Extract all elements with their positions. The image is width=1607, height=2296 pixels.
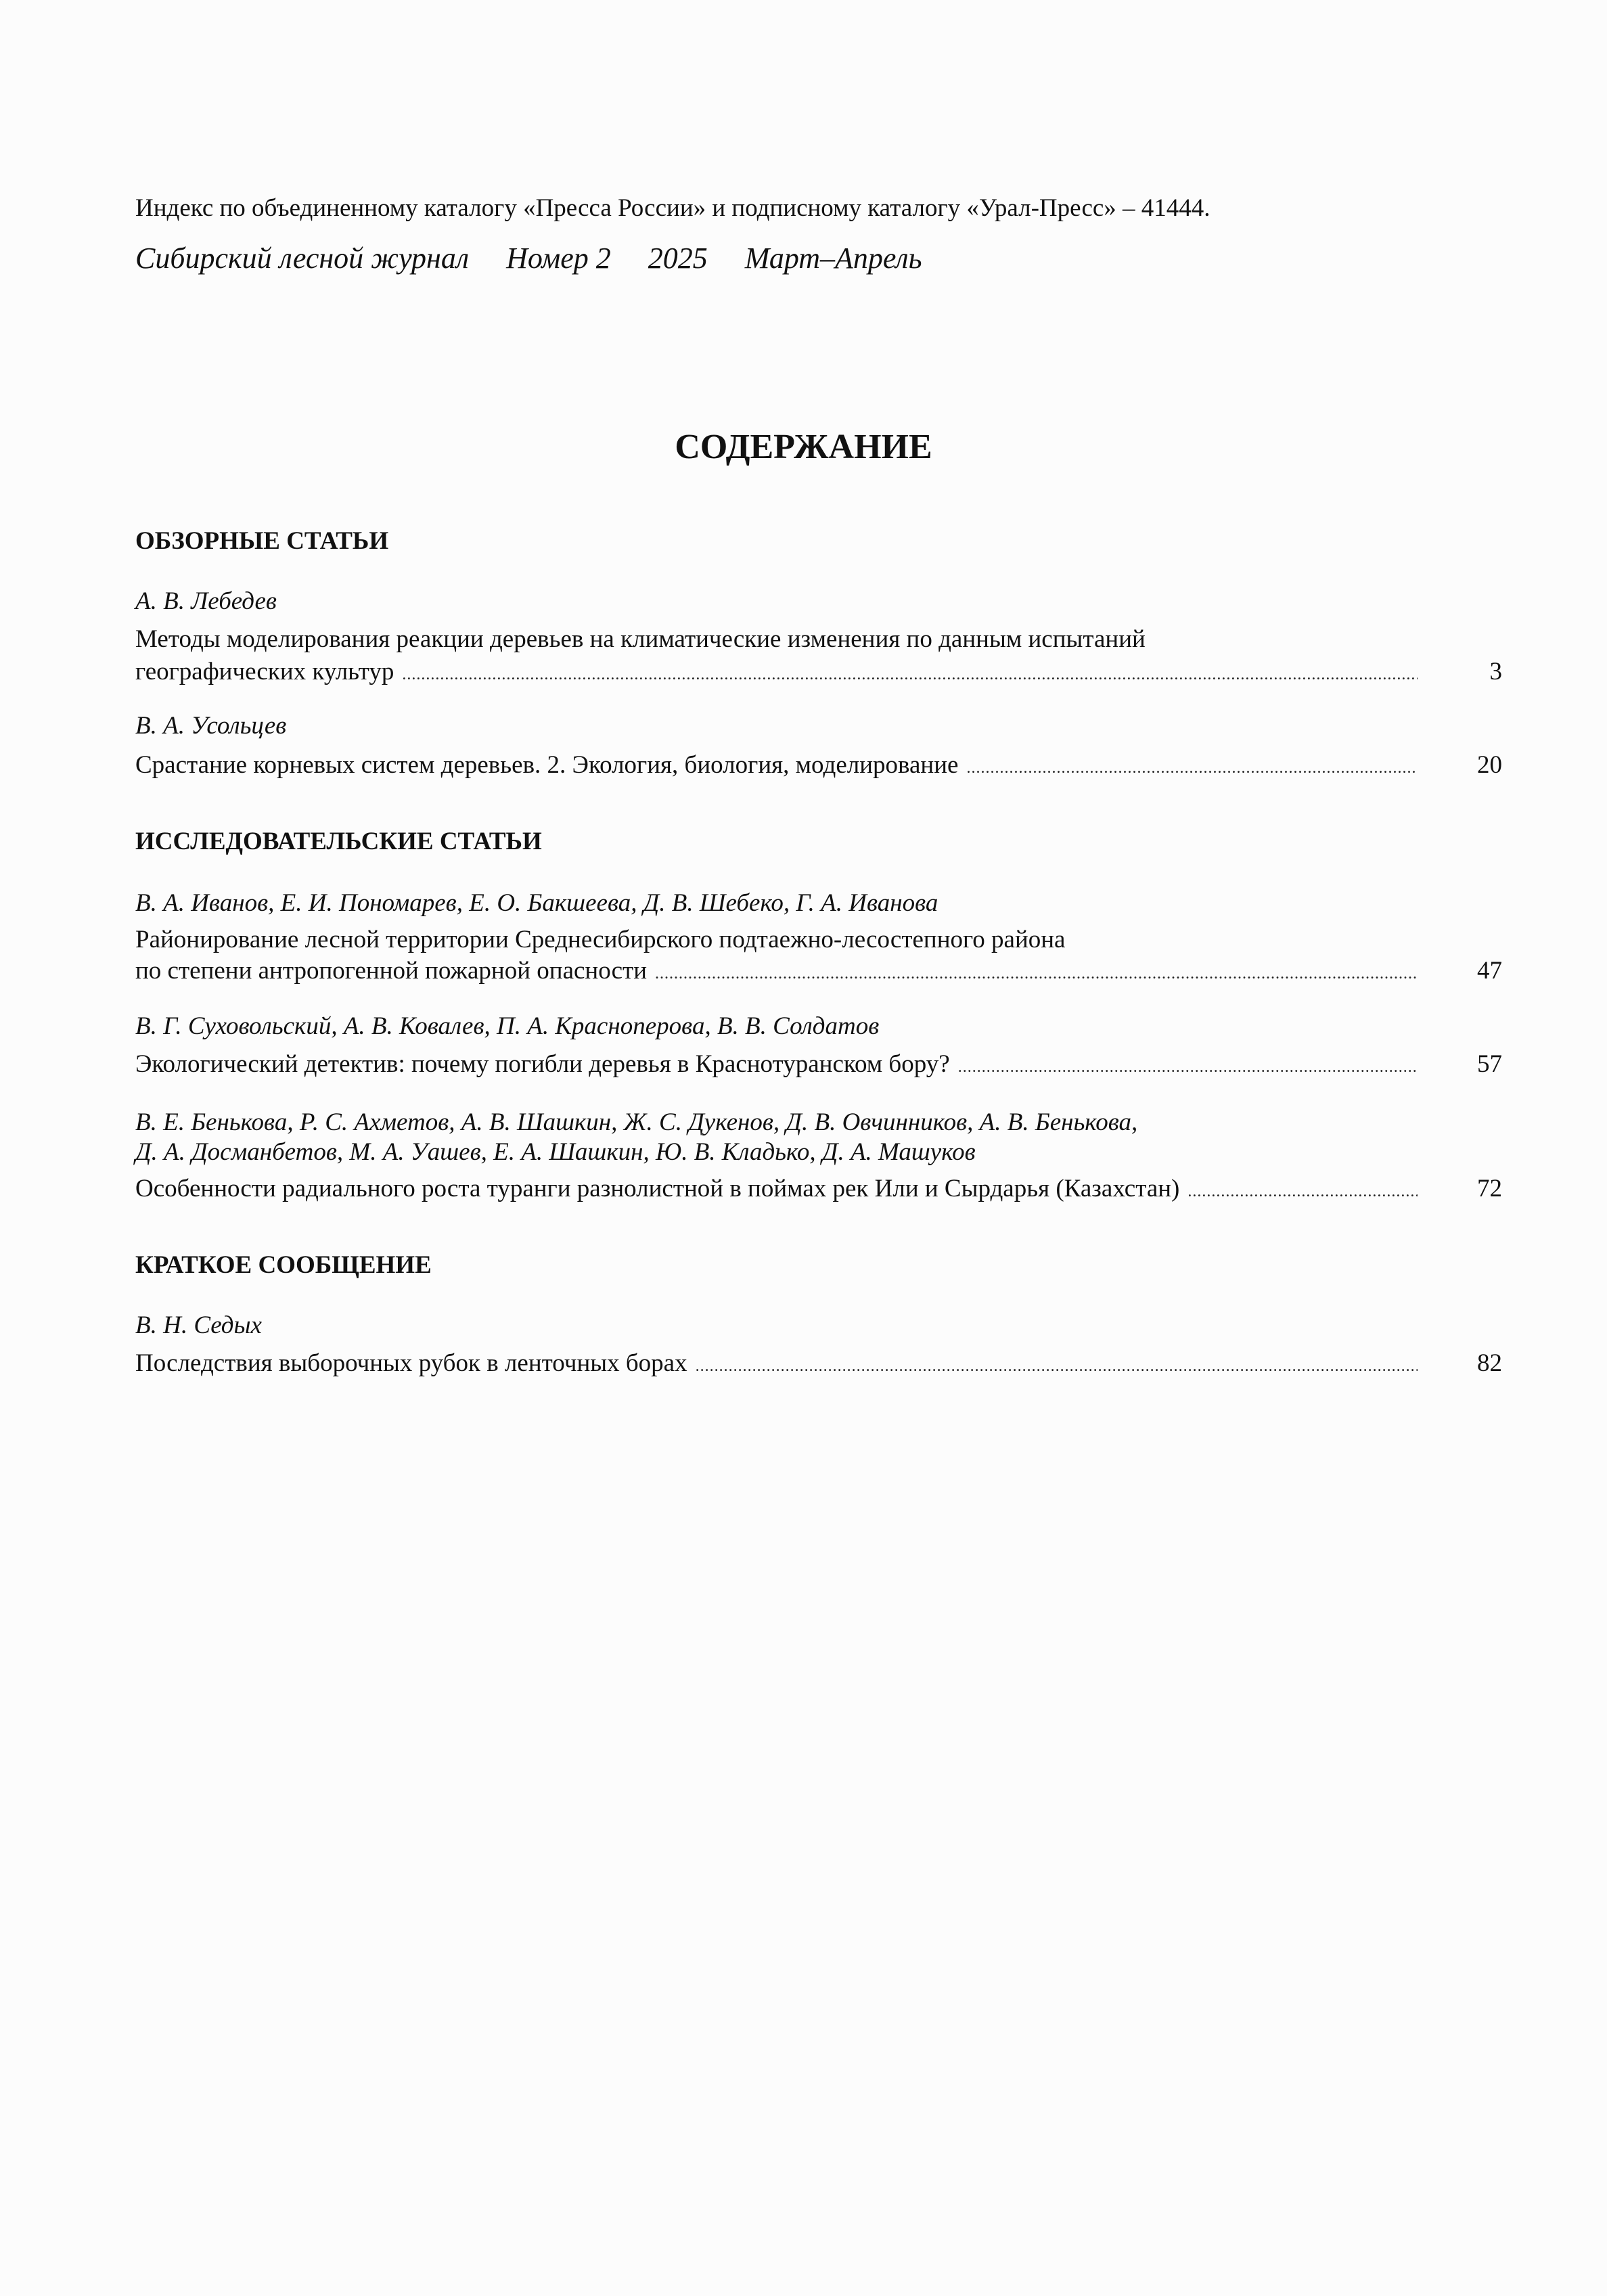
toc-entry[interactable] [135,656,1418,690]
toc-entry[interactable] [135,750,1418,784]
dot-leader [655,958,1418,989]
dot-leader [1187,1176,1418,1207]
page-number: 47 [1477,957,1502,985]
entry-title: Последствия выборочных рубок в ленточных борах [135,1349,687,1377]
entry-authors: В. А. Иванов, Е. И. Пономарев, Е. О. Бакшеева, Д. В. Шебеко, Г. А. Иванова [135,889,938,917]
entry-title: Особенности радиального роста туранги разнолистной в поймах рек Или и Сырдарья (Казахстан) [135,1175,1180,1202]
page-number: 72 [1477,1175,1502,1202]
toc-entry[interactable] [135,1049,1418,1083]
entry-authors: В. Е. Бенькова, Р. С. Ахметов, А. В. Шашкин, Ж. С. Дукенов, Д. В. Овчинников, А. В. Бенькова, [135,1108,1138,1136]
section-heading-short: КРАТКОЕ СООБЩЕНИЕ [135,1251,432,1279]
dot-leader [696,1351,1418,1382]
section-heading-reviews: ОБЗОРНЫЕ СТАТЬИ [135,527,389,555]
section-heading-research: ИССЛЕДОВАТЕЛЬСКИЕ СТАТЬИ [135,828,542,855]
entry-authors: В. Г. Суховольский, А. В. Ковалев, П. А. Красноперова, В. В. Солдатов [135,1012,880,1040]
issue-months: Март–Апрель [744,242,922,275]
page-title: СОДЕРЖАНИЕ [675,428,932,466]
page-number: 57 [1477,1050,1502,1078]
entry-authors: В. А. Усольцев [135,712,287,740]
journal-info [135,240,922,277]
entry-authors: Д. А. Досманбетов, М. А. Уашев, Е. А. Шашкин, Ю. В. Кладько, Д. А. Машуков [135,1138,976,1166]
dot-leader [402,659,1418,690]
entry-title: Методы моделирования реакции деревьев на климатические изменения по данным испытаний [135,625,1146,653]
journal-name: Сибирский лесной журнал [135,242,470,275]
entry-authors: А. В. Лебедев [135,587,277,615]
toc-entry[interactable] [135,1348,1418,1382]
entry-title: Экологический детектив: почему погибли деревья в Краснотуранском бору? [135,1050,950,1078]
entry-title: Районирование лесной территории Среднесибирского подтаежно-лесостепного района [135,926,1066,953]
page-number: 20 [1477,751,1502,779]
issue-year: 2025 [648,242,708,275]
entry-title: Срастание корневых систем деревьев. 2. Экология, биология, моделирование [135,751,959,779]
entry-title-end: географических культур [135,658,394,685]
entry-title-end: по степени антропогенной пожарной опасности [135,957,648,985]
page-number: 3 [1489,658,1502,685]
page-number: 82 [1477,1349,1502,1377]
issue-number: Номер 2 [506,242,611,275]
entry-authors: В. Н. Седых [135,1311,262,1339]
dot-leader [958,1052,1418,1083]
dot-leader [966,752,1418,784]
subscription-index: Индекс по объединенному каталогу «Пресса России» и подписному каталогу «Урал-Пресс» – 41444. [135,194,1210,222]
toc-entry[interactable] [135,1173,1418,1207]
toc-entry[interactable] [135,955,1418,989]
